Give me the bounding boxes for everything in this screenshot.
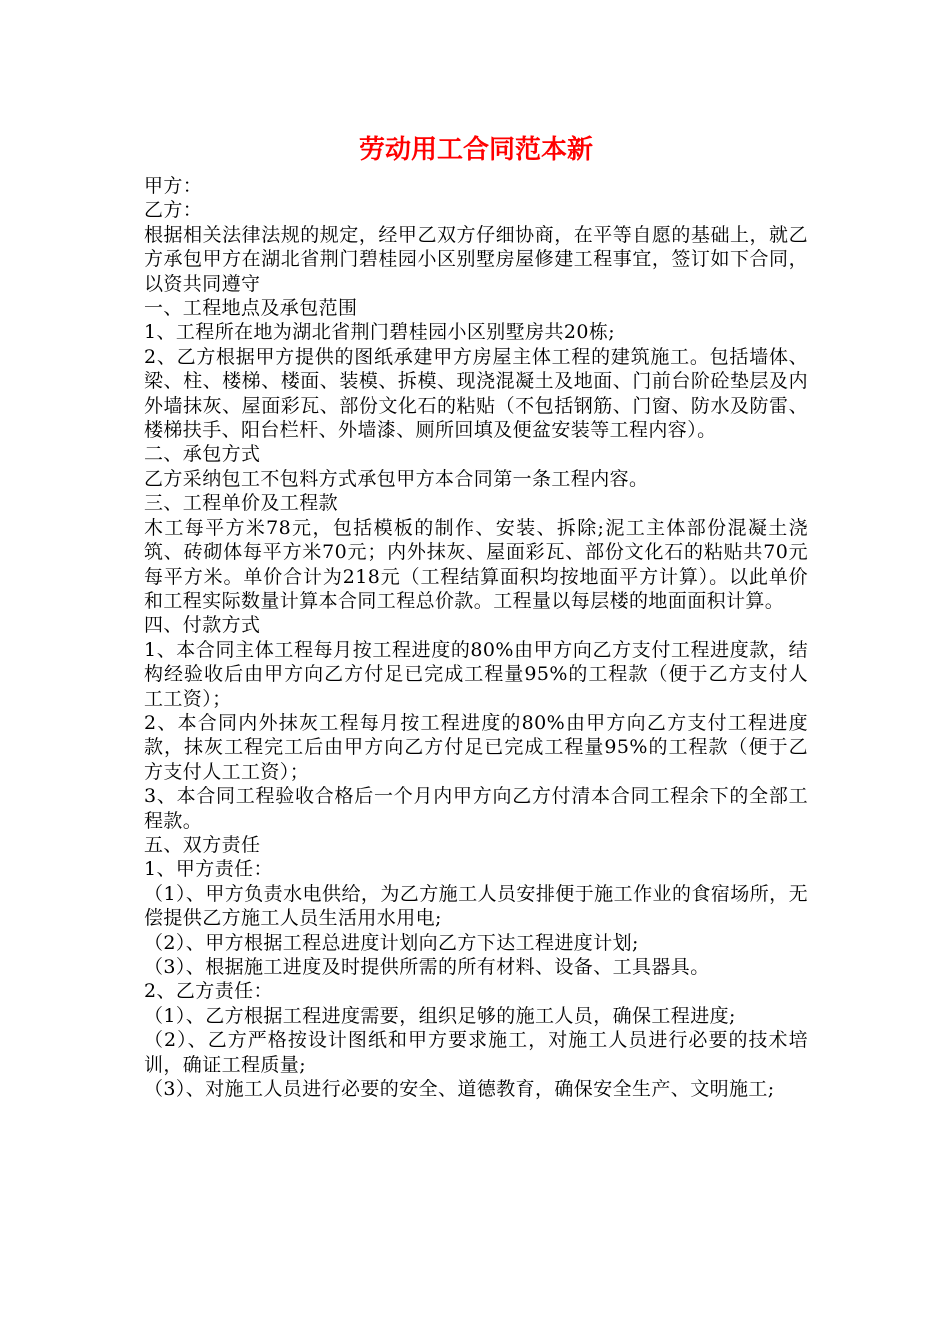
clause-5-2-3: （3）、对施工人员进行必要的安全、道德教育，确保安全生产、文明施工; <box>144 1078 775 1101</box>
clause-5-2-2: （2）、乙方严格按设计图纸和甲方要求施工，对施工人员进行必要的技术培训，确证工程质量; <box>144 1029 808 1076</box>
document-title: 劳动用工合同范本新 <box>358 135 593 165</box>
clause-3: 木工每平方米78元，包括模板的制作、安装、拆除;泥工主体部份混凝土浇筑、砖砌体每平方米70元；内外抹灰、屋面彩瓦、部份文化石的粘贴共70元每平方米。单价合计为218元（工程结算面积均按地面平方计算）。以此单价和工程实际数量计算本合同工程总价款。工程量以每层楼的地面面积计算。 <box>144 516 808 612</box>
clause-4-1: 1、本合同主体工程每月按工程进度的80%由甲方向乙方支付工程进度款，结构经验收后由甲方向乙方付足已完成工程量95%的工程款（便于乙方支付人工工资）； <box>144 638 808 710</box>
section-heading-3: 三、工程单价及工程款 <box>144 492 339 515</box>
section-heading-1: 一、工程地点及承包范围 <box>144 297 358 320</box>
clause-2: 乙方采纳包工不包料方式承包甲方本合同第一条工程内容。 <box>144 467 649 490</box>
clause-5-1-2: （2）、甲方根据工程总进度计划向乙方下达工程进度计划; <box>144 931 639 954</box>
party-b-line: 乙方： <box>144 199 203 222</box>
document-page <box>144 130 808 1101</box>
section-heading-4: 四、付款方式 <box>144 614 261 637</box>
clause-4-2: 2、本合同内外抹灰工程每月按工程进度的80%由甲方向乙方支付工程进度款，抹灰工程完工后由甲方向乙方付足已完成工程量95%的工程款（便于乙方支付人工工资）； <box>144 711 808 783</box>
document-body <box>144 174 808 1101</box>
clause-5-1-3: （3）、根据施工进度及时提供所需的所有材料、设备、工具器具。 <box>144 956 710 978</box>
subheading-party-b: 2、乙方责任： <box>144 980 273 1003</box>
section-heading-2: 二、承包方式 <box>144 443 261 466</box>
clause-4-3: 3、本合同工程验收合格后一个月内甲方向乙方付清本合同工程余下的全部工程款。 <box>144 785 808 832</box>
preamble-paragraph: 根据相关法律法规的规定，经甲乙双方仔细协商，在平等自愿的基础上，就乙方承包甲方在湖北省荆门碧桂园小区别墅房屋修建工程事宜，签订如下合同，以资共同遵守 <box>144 223 808 295</box>
clause-5-2-1: （1）、乙方根据工程进度需要，组织足够的施工人员，确保工程进度; <box>144 1004 736 1027</box>
clause-5-1-1: （1）、甲方负责水电供给，为乙方施工人员安排便于施工作业的食宿场所，无偿提供乙方施工人员生活用水用电; <box>144 882 808 930</box>
subheading-party-a: 1、甲方责任： <box>144 858 273 881</box>
clause-1-1: 1、工程所在地为湖北省荆门碧桂园小区别墅房共20栋; <box>144 321 616 344</box>
section-heading-5: 五、双方责任 <box>144 833 261 856</box>
party-a-line: 甲方： <box>144 175 203 197</box>
clause-1-2: 2、乙方根据甲方提供的图纸承建甲方房屋主体工程的建筑施工。包括墙体、梁、柱、楼梯、楼面、装模、拆模、现浇混凝土及地面、门前台阶砼垫层及内外墙抹灰、屋面彩瓦、部份文化石的粘贴（不包括钢筋、门窗、防水及防雷、楼梯扶手、阳台栏杆、外墙漆、厕所回填及便盆安装等工程内容）。 <box>144 345 808 442</box>
